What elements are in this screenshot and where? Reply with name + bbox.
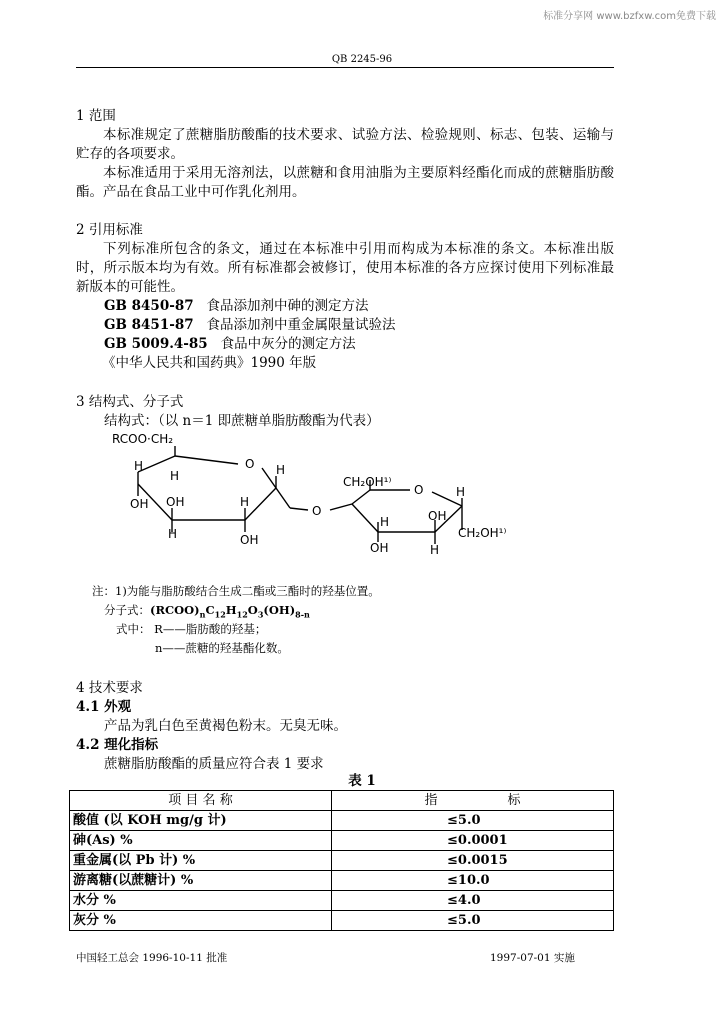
item-name-cell: 水分 %: [70, 891, 332, 911]
section-1-paragraph-1: 本标准规定了蔗糖脂肪酸酯的技术要求、试验方法、检验规则、标志、包装、运输与贮存的各项要求。: [76, 127, 614, 162]
formula-text: $(RCOO)_nC_{12}H_{12}O_3(OH)_{8-n}$: [150, 603, 310, 620]
section-4-2-title: 4.2 理化指标: [76, 737, 159, 753]
formula-label: 分子式：: [104, 603, 150, 617]
table-row: [70, 811, 614, 831]
hydrogen-label: H: [240, 495, 250, 509]
reference-item: [104, 335, 356, 354]
reference-item: [104, 297, 368, 316]
molecular-formula: [104, 602, 310, 619]
section-2-title: 2 引用标准: [76, 222, 143, 238]
spec-value-cell: ≤5.0: [332, 911, 614, 931]
hydrogen-label: H: [168, 527, 178, 541]
reference-item: [104, 316, 395, 335]
section-1-title: 1 范围: [76, 108, 116, 124]
item-name-cell: 灰分 %: [70, 911, 332, 931]
item-name-cell: 游离糖(以蔗糖计) %: [70, 871, 332, 891]
hydroxyl-label: OH: [240, 533, 259, 547]
watermark: 标准分享网 www.bzfxw.com免费下载: [543, 11, 716, 22]
item-name-cell: 酸值 (以 KOH mg/g 计): [70, 811, 332, 831]
section-4-1-title: 4.1 外观: [76, 699, 132, 715]
hydrogen-label: H: [134, 459, 144, 473]
reference-name: 食品添加剂中砷的测定方法: [206, 298, 369, 314]
hydrogen-label: H: [276, 463, 286, 477]
ring-oxygen-label: O: [414, 483, 424, 497]
hydrogen-label: H: [430, 543, 440, 557]
ring-oxygen-label: O: [245, 457, 255, 471]
spec-value-cell: ≤0.0001: [332, 831, 614, 851]
spec-value-cell: ≤4.0: [332, 891, 614, 911]
reference-name: 食品中灰分的测定方法: [220, 336, 356, 352]
quality-spec-table: [69, 790, 614, 931]
pharmacopoeia-reference: 《中华人民共和国药典》1990 年版: [102, 355, 317, 371]
spec-value-cell: ≤5.0: [332, 811, 614, 831]
spec-value-cell: ≤0.0015: [332, 851, 614, 871]
table-header-row: [70, 791, 614, 811]
hydroxyl-label: OH: [166, 495, 185, 509]
sucrose-ester-structure-diagram: [90, 430, 540, 565]
approval-footer: 中国轻工总会 1996-10-11 批准: [76, 952, 228, 964]
header-item-name: 项 目 名 称: [70, 791, 332, 811]
table-caption: 表 1: [348, 773, 376, 789]
hydrogen-label: H: [170, 469, 180, 483]
formula-where-n: n——蔗糖的羟基酯化数。: [155, 641, 289, 655]
rcoo-ch2-label: RCOO·CH₂: [112, 432, 174, 446]
section-2-paragraph: 下列标准所包含的条文，通过在本标准中引用而构成为本标准的条文。本标准出版时，所示版本均为有效。所有标准都会被修订，使用本标准的各方应探讨使用下列标准最新版本的可能性。: [76, 241, 614, 295]
section-1-paragraph-2: 本标准适用于采用无溶剂法，以蔗糖和食用油脂为主要原料经酯化而成的蔗糖脂肪酸酯。产品在食品工业中可作乳化剂用。: [76, 165, 614, 200]
formula-where-r: 式中： R——脂肪酸的羟基；: [116, 622, 267, 636]
hydroxyl-label: OH: [428, 509, 447, 523]
header-specification: 指 标: [332, 791, 614, 811]
header-rule: [76, 67, 614, 68]
hydrogen-label: H: [380, 515, 390, 529]
bridge-oxygen-label: O: [312, 504, 322, 518]
hydroxyl-label: OH: [130, 497, 149, 511]
section-4-title: 4 技术要求: [76, 680, 143, 696]
structure-note: 注：1)为能与脂肪酸结合生成二酯或三酯时的羟基位置。: [92, 584, 380, 598]
reference-code: GB 8450-87: [104, 298, 194, 314]
table-row: [70, 851, 614, 871]
table-row: [70, 871, 614, 891]
hydroxyl-label: OH: [370, 541, 389, 555]
table-row: [70, 911, 614, 931]
item-name-cell: 砷(As) %: [70, 831, 332, 851]
reference-name: 食品添加剂中重金属限量试验法: [206, 317, 396, 333]
reference-code: GB 8451-87: [104, 317, 194, 333]
section-4-1-text: 产品为乳白色至黄褐色粉末。无臭无味。: [104, 718, 347, 734]
hydrogen-label: H: [456, 485, 466, 499]
table-row: [70, 831, 614, 851]
section-3-title: 3 结构式、分子式: [76, 394, 184, 410]
standard-code-header: QB 2245-96: [331, 54, 393, 65]
item-name-cell: 重金属(以 Pb 计) %: [70, 851, 332, 871]
spec-value-cell: ≤10.0: [332, 871, 614, 891]
ch2oh-label: CH₂OH¹⁾: [343, 475, 392, 489]
table-row: [70, 891, 614, 911]
implementation-footer: 1997-07-01 实施: [490, 952, 575, 964]
reference-code: GB 5009.4-85: [104, 336, 208, 352]
section-4-2-text: 蔗糖脂肪酸酯的质量应符合表 1 要求: [104, 756, 324, 772]
ch2oh-label: CH₂OH¹⁾: [458, 526, 507, 540]
structure-label: 结构式：（以 n＝1 即蔗糖单脂肪酸酯为代表）: [104, 413, 380, 429]
